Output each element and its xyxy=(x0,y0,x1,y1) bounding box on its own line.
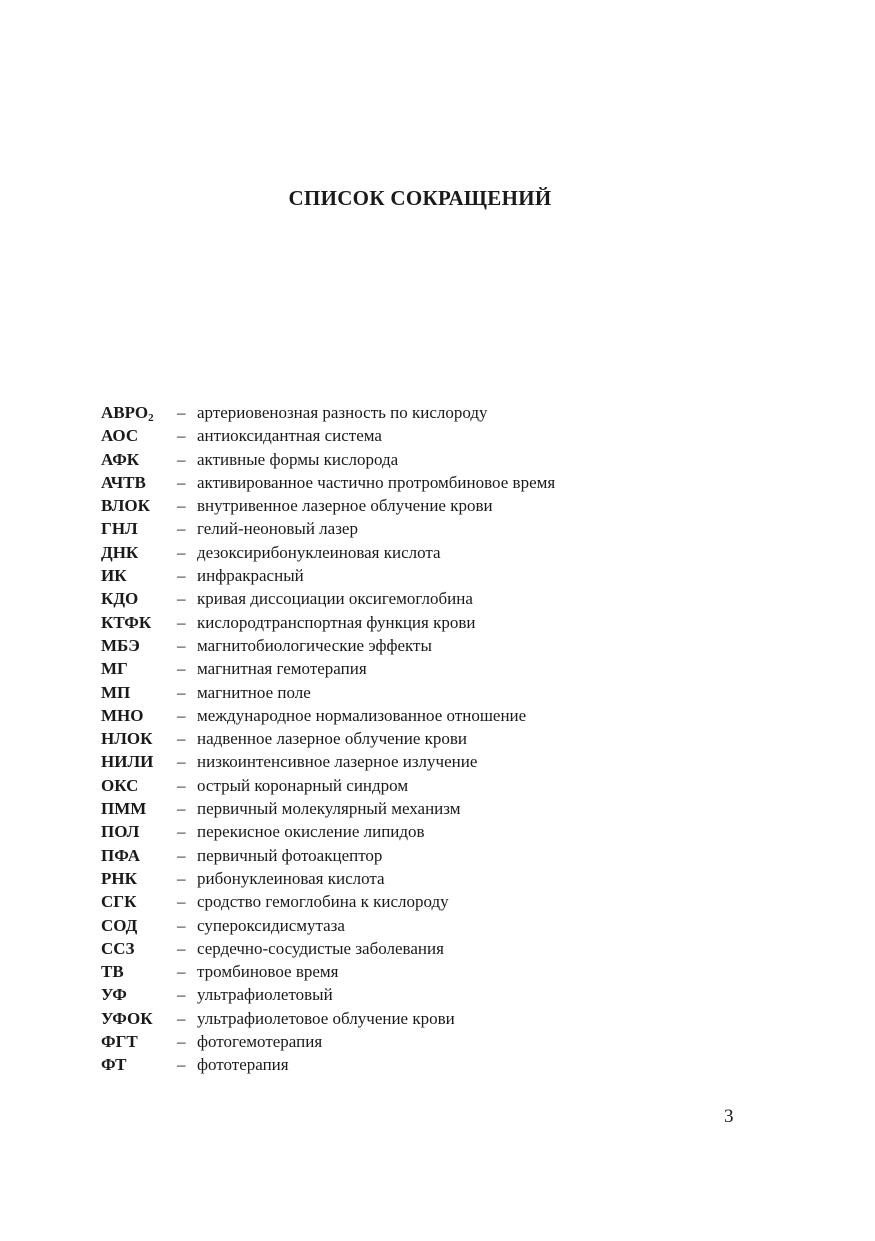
abbreviation-row xyxy=(101,704,555,727)
abbreviation-term xyxy=(101,611,177,634)
abbreviation-row xyxy=(101,494,555,517)
abbreviation-definition: ультрафиолетовое облучение крови xyxy=(197,1008,455,1028)
abbreviation-dash: – xyxy=(177,729,186,749)
abbreviation-term xyxy=(101,960,177,983)
abbreviation-row xyxy=(101,541,555,564)
abbreviation-row xyxy=(101,727,555,750)
abbreviation-term xyxy=(101,797,177,820)
abbreviation-term xyxy=(101,657,177,680)
abbreviation-definition: тромбиновое время xyxy=(197,962,339,982)
abbreviation-definition: инфракрасный xyxy=(197,566,304,586)
abbreviation-row xyxy=(101,844,555,867)
abbreviation-term-text: ДНК xyxy=(101,542,139,562)
abbreviation-definition: надвенное лазерное облучение крови xyxy=(197,729,468,749)
abbreviation-row xyxy=(101,1053,555,1076)
abbreviation-row xyxy=(101,1030,555,1053)
abbreviation-term-text: ПОЛ xyxy=(101,822,140,842)
abbreviation-row xyxy=(101,681,555,704)
abbreviation-term xyxy=(101,587,177,610)
abbreviation-definition: фотогемотерапия xyxy=(197,1032,323,1052)
abbreviation-definition: первичный фотоакцептор xyxy=(197,845,383,865)
abbreviation-row xyxy=(101,890,555,913)
abbreviation-row xyxy=(101,750,555,773)
abbreviation-term-text: МНО xyxy=(101,705,144,725)
abbreviation-term xyxy=(101,914,177,937)
abbreviation-dash: – xyxy=(177,449,186,469)
abbreviation-dash: – xyxy=(177,822,186,842)
abbreviation-dash: – xyxy=(177,938,186,958)
abbreviation-term-text: КТФК xyxy=(101,612,152,632)
abbreviation-term-text: РНК xyxy=(101,868,137,888)
abbreviation-dash: – xyxy=(177,589,186,609)
abbreviation-term-text: АФК xyxy=(101,449,140,469)
abbreviation-definition: перекисное окисление липидов xyxy=(197,822,425,842)
abbreviation-term xyxy=(101,494,177,517)
abbreviation-dash: – xyxy=(177,1032,186,1052)
abbreviation-term xyxy=(101,681,177,704)
abbreviation-term-text: МБЭ xyxy=(101,635,140,655)
abbreviation-dash: – xyxy=(177,752,186,772)
abbreviation-definition: сердечно-сосудистые заболевания xyxy=(197,938,444,958)
abbreviation-term xyxy=(101,517,177,540)
abbreviation-term-text: ПФА xyxy=(101,845,141,865)
abbreviation-row xyxy=(101,517,555,540)
abbreviation-dash: – xyxy=(177,915,186,935)
abbreviation-term-text: ССЗ xyxy=(101,938,135,958)
abbreviation-term-text: ВЛОК xyxy=(101,496,150,516)
abbreviation-term xyxy=(101,634,177,657)
abbreviation-definition: низкоинтенсивное лазерное излучение xyxy=(197,752,478,772)
abbreviation-row xyxy=(101,587,555,610)
abbreviation-term xyxy=(101,937,177,960)
abbreviation-definition: внутривенное лазерное облучение крови xyxy=(197,496,493,516)
abbreviation-term xyxy=(101,424,177,447)
abbreviation-term xyxy=(101,820,177,843)
abbreviation-definition: магнитобиологические эффекты xyxy=(197,635,432,655)
abbreviation-dash: – xyxy=(177,845,186,865)
abbreviation-term xyxy=(101,448,177,471)
abbreviation-term xyxy=(101,727,177,750)
abbreviation-dash: – xyxy=(177,868,186,888)
abbreviation-term-text: МП xyxy=(101,682,131,702)
abbreviation-term-text: ПММ xyxy=(101,799,147,819)
abbreviation-term xyxy=(101,564,177,587)
abbreviation-term xyxy=(101,401,177,424)
abbreviation-row xyxy=(101,960,555,983)
abbreviation-row xyxy=(101,448,555,471)
abbreviation-term xyxy=(101,704,177,727)
abbreviation-row xyxy=(101,983,555,1006)
abbreviation-dash: – xyxy=(177,892,186,912)
abbreviation-term-text: ГНЛ xyxy=(101,519,138,539)
abbreviation-definition: острый коронарный синдром xyxy=(197,775,409,795)
abbreviation-definition: дезоксирибонуклеиновая кислота xyxy=(197,542,441,562)
abbreviation-term xyxy=(101,983,177,1006)
abbreviation-definition: фототерапия xyxy=(197,1055,289,1075)
abbreviation-definition: антиоксидантная система xyxy=(197,426,382,446)
abbreviation-term-text: АВРО xyxy=(101,403,149,422)
page-title: СПИСОК СОКРАЩЕНИЙ xyxy=(288,186,552,210)
abbreviation-term xyxy=(101,750,177,773)
abbreviation-row xyxy=(101,564,555,587)
abbreviation-term xyxy=(101,471,177,494)
abbreviation-term-text: АОС xyxy=(101,426,139,446)
abbreviation-definition: супероксидисмутаза xyxy=(197,915,345,935)
abbreviation-dash: – xyxy=(177,962,186,982)
abbreviation-term-text: НЛОК xyxy=(101,729,153,749)
abbreviation-row xyxy=(101,611,555,634)
abbreviation-dash: – xyxy=(177,496,186,516)
abbreviation-definition: рибонуклеиновая кислота xyxy=(197,868,385,888)
abbreviation-definition: кривая диссоциации оксигемоглобина xyxy=(197,589,473,609)
abbreviation-term-text: СГК xyxy=(101,892,137,912)
abbreviation-definition: первичный молекулярный механизм xyxy=(197,799,461,819)
abbreviation-row xyxy=(101,867,555,890)
abbreviation-dash: – xyxy=(177,403,186,422)
abbreviation-term-text: ТВ xyxy=(101,962,124,982)
abbreviation-dash: – xyxy=(177,612,186,632)
page-number: 3 xyxy=(724,1106,734,1127)
abbreviation-term-text: ОКС xyxy=(101,775,139,795)
abbreviation-term-text: МГ xyxy=(101,659,128,679)
abbreviation-dash: – xyxy=(177,566,186,586)
abbreviation-term-text: УФ xyxy=(101,985,127,1005)
abbreviation-row xyxy=(101,937,555,960)
abbreviation-term xyxy=(101,774,177,797)
abbreviation-dash: – xyxy=(177,1055,186,1075)
abbreviation-term xyxy=(101,890,177,913)
abbreviation-row xyxy=(101,424,555,447)
abbreviation-dash: – xyxy=(177,799,186,819)
abbreviation-term xyxy=(101,844,177,867)
abbreviation-row xyxy=(101,914,555,937)
abbreviation-row xyxy=(101,1007,555,1030)
abbreviation-definition: магнитная гемотерапия xyxy=(197,659,367,679)
abbreviation-dash: – xyxy=(177,542,186,562)
abbreviation-dash: – xyxy=(177,705,186,725)
abbreviation-row xyxy=(101,634,555,657)
abbreviation-definition: магнитное поле xyxy=(197,682,311,702)
abbreviation-term-subscript: 2 xyxy=(148,412,154,424)
abbreviation-row xyxy=(101,797,555,820)
abbreviation-term-text: ФГТ xyxy=(101,1032,138,1052)
abbreviation-definition: кислородтранспортная функция крови xyxy=(197,612,476,632)
abbreviation-dash: – xyxy=(177,775,186,795)
abbreviation-definition: сродство гемоглобина к кислороду xyxy=(197,892,449,912)
abbreviation-definition: международное нормализованное отношение xyxy=(197,705,527,725)
abbreviation-dash: – xyxy=(177,519,186,539)
abbreviation-definition: ультрафиолетовый xyxy=(197,985,333,1005)
abbreviation-row xyxy=(101,471,555,494)
abbreviation-row xyxy=(101,774,555,797)
abbreviation-term xyxy=(101,867,177,890)
abbreviation-term xyxy=(101,1053,177,1076)
abbreviation-row xyxy=(101,657,555,680)
abbreviation-term xyxy=(101,1007,177,1030)
abbreviation-term-text: ФТ xyxy=(101,1055,127,1075)
abbreviation-dash: – xyxy=(177,472,186,492)
abbreviation-definition: гелий-неоновый лазер xyxy=(197,519,358,539)
abbreviation-dash: – xyxy=(177,659,186,679)
abbreviation-definition: артериовенозная разность по кислороду xyxy=(197,403,488,422)
abbreviation-term-text: ИК xyxy=(101,566,127,586)
abbreviation-definition: активные формы кислорода xyxy=(197,449,399,469)
abbreviation-dash: – xyxy=(177,1008,186,1028)
abbreviation-term xyxy=(101,541,177,564)
abbreviation-term-text: АЧТВ xyxy=(101,472,146,492)
abbreviation-row xyxy=(101,820,555,843)
abbreviation-row xyxy=(101,401,555,424)
abbreviation-list xyxy=(101,401,555,1077)
abbreviation-term-text: СОД xyxy=(101,915,138,935)
abbreviation-term-text: КДО xyxy=(101,589,139,609)
abbreviation-dash: – xyxy=(177,985,186,1005)
abbreviation-term-text: НИЛИ xyxy=(101,752,154,772)
abbreviation-term xyxy=(101,1030,177,1053)
abbreviation-dash: – xyxy=(177,635,186,655)
abbreviation-definition: активированное частично протромбиновое время xyxy=(197,472,556,492)
abbreviation-dash: – xyxy=(177,682,186,702)
abbreviation-dash: – xyxy=(177,426,186,446)
abbreviation-term-text: УФОК xyxy=(101,1008,153,1028)
